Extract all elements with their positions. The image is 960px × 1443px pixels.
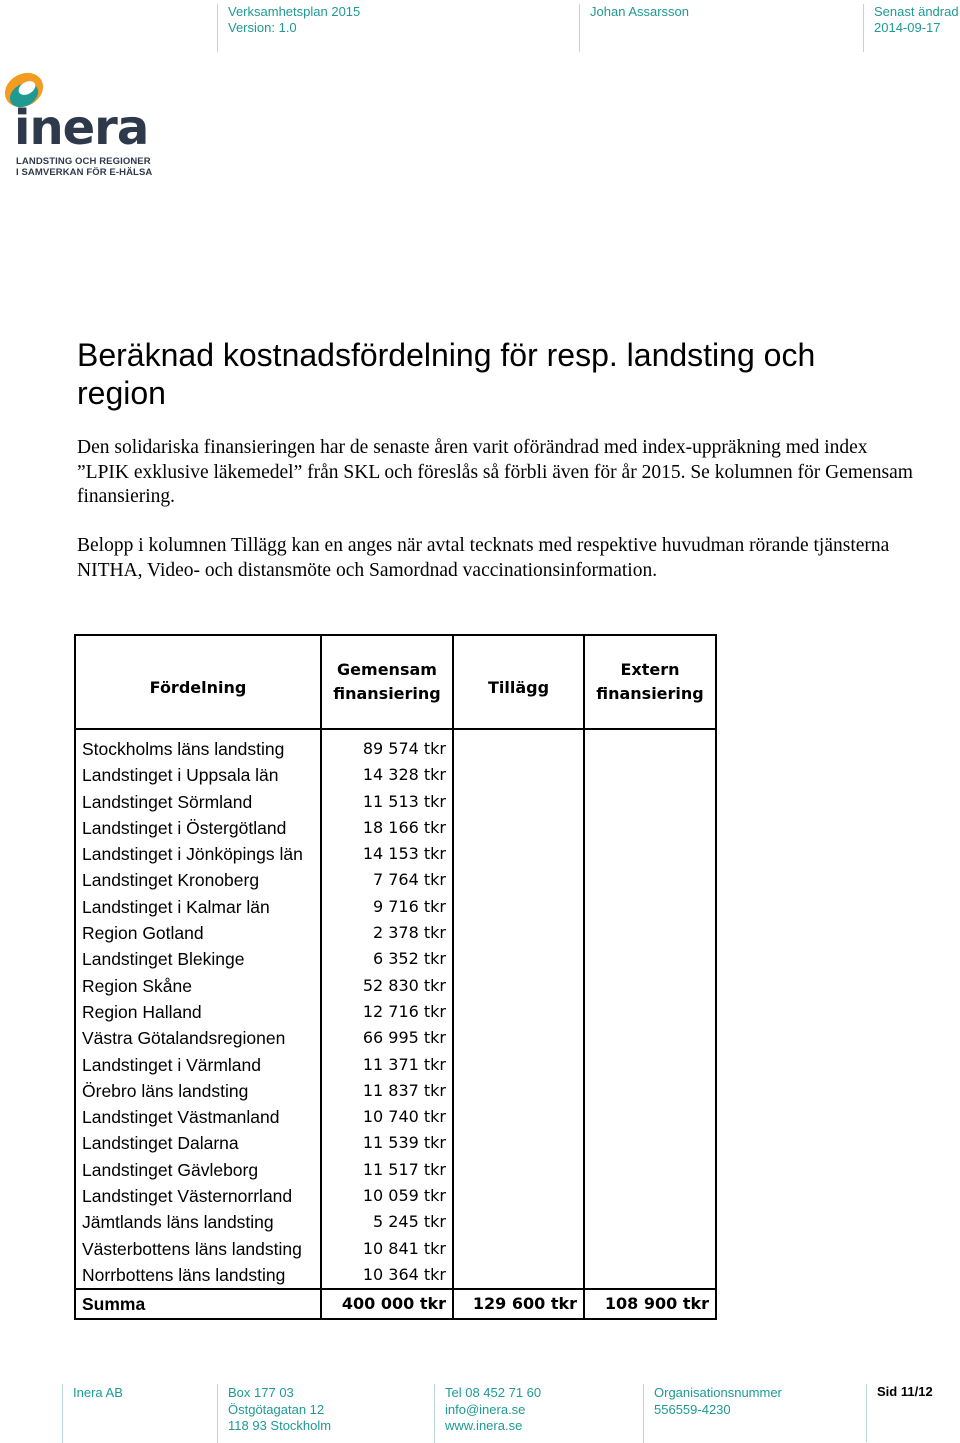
row-extern	[584, 762, 716, 788]
table-row	[75, 973, 716, 999]
row-gemensam: 12 716 tkr	[321, 999, 453, 1025]
row-tillagg	[453, 999, 584, 1025]
table-row	[75, 920, 716, 946]
table-row	[75, 1078, 716, 1104]
header-extern: Extern finansiering	[584, 635, 716, 729]
footer-address	[217, 1384, 428, 1443]
table-row	[75, 867, 716, 893]
row-gemensam: 89 574 tkr	[321, 729, 453, 762]
version-label: Version: 1.0	[228, 20, 297, 35]
table-row	[75, 1183, 716, 1209]
header-author	[579, 4, 850, 52]
sum-gemensam: 400 000 tkr	[321, 1289, 453, 1319]
row-name: Region Skåne	[75, 973, 321, 999]
row-gemensam: 6 352 tkr	[321, 946, 453, 972]
row-name: Region Halland	[75, 999, 321, 1025]
table-row	[75, 1157, 716, 1183]
row-tillagg	[453, 1025, 584, 1051]
row-extern	[584, 894, 716, 920]
address-box: Box 177 03	[228, 1385, 294, 1400]
row-gemensam: 11 517 tkr	[321, 1157, 453, 1183]
row-tillagg	[453, 1157, 584, 1183]
row-extern	[584, 999, 716, 1025]
row-tillagg	[453, 729, 584, 762]
logo-tagline	[16, 156, 152, 178]
row-tillagg	[453, 1262, 584, 1289]
paragraph-tillagg: Belopp i kolumnen Tillägg kan en anges när avtal tecknats med respektive huvudman rörande tjänsterna NITHA, Video- och distansmöte och Samordnad vaccinationsinformation.	[77, 535, 890, 581]
page-number	[866, 1384, 933, 1442]
table-row	[75, 946, 716, 972]
row-extern	[584, 867, 716, 893]
paragraph-financing: Den solidariska finansieringen har de senaste åren varit oförändrad med index-uppräkning med index ”LPIK exklusive läkemedel” från SKL och föreslås så förbli även för år 2015. Se kolumnen för Gemensam finansiering.	[77, 437, 913, 507]
row-gemensam: 7 764 tkr	[321, 867, 453, 893]
row-tillagg	[453, 867, 584, 893]
footer-org	[643, 1384, 854, 1443]
sum-tillagg: 129 600 tkr	[453, 1289, 584, 1319]
row-gemensam: 18 166 tkr	[321, 815, 453, 841]
author-name: Johan Assarsson	[590, 4, 690, 19]
row-gemensam: 10 059 tkr	[321, 1183, 453, 1209]
address-city: 118 93 Stockholm	[228, 1418, 332, 1433]
row-tillagg	[453, 1130, 584, 1156]
row-tillagg	[453, 1052, 584, 1078]
table-row	[75, 1236, 716, 1262]
table-row	[75, 1262, 716, 1289]
row-gemensam: 10 841 tkr	[321, 1236, 453, 1262]
row-tillagg	[453, 1078, 584, 1104]
table-row	[75, 1052, 716, 1078]
table-row	[75, 841, 716, 867]
logo-tagline-2: I SAMVERKAN FÖR E-HÄLSA	[16, 167, 153, 178]
row-gemensam: 10 364 tkr	[321, 1262, 453, 1289]
org-label: Organisationsnummer	[654, 1385, 782, 1400]
row-gemensam: 11 371 tkr	[321, 1052, 453, 1078]
row-gemensam: 10 740 tkr	[321, 1104, 453, 1130]
table-row	[75, 815, 716, 841]
table-row	[75, 1104, 716, 1130]
row-tillagg	[453, 841, 584, 867]
row-extern	[584, 841, 716, 867]
cost-distribution-table	[74, 634, 717, 1320]
header-tillagg: Tillägg	[453, 635, 584, 729]
row-name: Landstinget i Värmland	[75, 1052, 321, 1078]
modified-date: 2014-09-17	[874, 20, 941, 35]
row-name: Stockholms läns landsting	[75, 729, 321, 762]
sum-row	[75, 1289, 716, 1319]
row-tillagg	[453, 815, 584, 841]
row-extern	[584, 946, 716, 972]
table-row	[75, 894, 716, 920]
row-name: Landstinget Västmanland	[75, 1104, 321, 1130]
row-name: Landstinget Dalarna	[75, 1130, 321, 1156]
row-gemensam: 11 539 tkr	[321, 1130, 453, 1156]
table-row	[75, 762, 716, 788]
row-name: Landstinget Gävleborg	[75, 1157, 321, 1183]
row-name: Västra Götalandsregionen	[75, 1025, 321, 1051]
row-extern	[584, 1236, 716, 1262]
row-extern	[584, 789, 716, 815]
row-tillagg	[453, 973, 584, 999]
row-name: Landstinget Blekinge	[75, 946, 321, 972]
row-tillagg	[453, 1183, 584, 1209]
table-header-row	[75, 635, 716, 729]
row-tillagg	[453, 762, 584, 788]
table-row	[75, 1025, 716, 1051]
contact-web[interactable]: www.inera.se	[445, 1418, 523, 1433]
sum-extern: 108 900 tkr	[584, 1289, 716, 1319]
address-street: Östgötagatan 12	[228, 1401, 325, 1417]
header-plan	[217, 4, 568, 52]
sum-label: Summa	[75, 1289, 321, 1319]
row-tillagg	[453, 1209, 584, 1235]
row-extern	[584, 815, 716, 841]
row-gemensam: 11 513 tkr	[321, 789, 453, 815]
row-gemensam: 2 378 tkr	[321, 920, 453, 946]
row-extern	[584, 1262, 716, 1289]
row-tillagg	[453, 946, 584, 972]
row-extern	[584, 1078, 716, 1104]
row-name: Norrbottens läns landsting	[75, 1262, 321, 1289]
header-fordelning: Fördelning	[75, 635, 321, 729]
header-modified	[863, 4, 960, 52]
footer-contact	[434, 1384, 635, 1443]
row-tillagg	[453, 789, 584, 815]
page-number-value: 11/12	[900, 1384, 933, 1399]
logo-tagline-1: LANDSTING OCH REGIONER	[16, 156, 151, 167]
row-name: Jämtlands läns landsting	[75, 1209, 321, 1235]
row-extern	[584, 1157, 716, 1183]
row-tillagg	[453, 894, 584, 920]
logo-wordmark: inera	[14, 100, 149, 156]
row-gemensam: 11 837 tkr	[321, 1078, 453, 1104]
row-name: Landstinget Sörmland	[75, 789, 321, 815]
row-gemensam: 14 153 tkr	[321, 841, 453, 867]
row-name: Landstinget Västernorrland	[75, 1183, 321, 1209]
page-title: Beräknad kostnadsfördelning för resp. landsting och region	[77, 337, 816, 411]
row-tillagg	[453, 1104, 584, 1130]
footer-company	[62, 1384, 213, 1443]
modified-label: Senast ändrad	[874, 4, 959, 19]
org-number: 556559-4230	[654, 1401, 731, 1417]
row-extern	[584, 1052, 716, 1078]
row-gemensam: 9 716 tkr	[321, 894, 453, 920]
page-label: Sid	[877, 1384, 898, 1399]
row-name: Landstinget i Kalmar län	[75, 894, 321, 920]
table-row	[75, 1209, 716, 1235]
row-name: Landstinget i Jönköpings län	[75, 841, 321, 867]
row-name: Örebro läns landsting	[75, 1078, 321, 1104]
row-extern	[584, 973, 716, 999]
row-extern	[584, 1130, 716, 1156]
row-gemensam: 5 245 tkr	[321, 1209, 453, 1235]
row-extern	[584, 729, 716, 762]
plan-title: Verksamhetsplan 2015	[228, 4, 361, 19]
contact-phone: Tel 08 452 71 60	[445, 1385, 542, 1400]
row-tillagg	[453, 920, 584, 946]
row-tillagg	[453, 1236, 584, 1262]
table-row	[75, 789, 716, 815]
contact-email[interactable]: info@inera.se	[445, 1401, 526, 1417]
row-gemensam: 14 328 tkr	[321, 762, 453, 788]
row-extern	[584, 1183, 716, 1209]
row-extern	[584, 920, 716, 946]
table-row	[75, 1130, 716, 1156]
row-extern	[584, 1209, 716, 1235]
row-name: Västerbottens läns landsting	[75, 1236, 321, 1262]
row-gemensam: 52 830 tkr	[321, 973, 453, 999]
header-gemensam: Gemensam finansiering	[321, 635, 453, 729]
row-name: Landstinget i Uppsala län	[75, 762, 321, 788]
company-name: Inera AB	[73, 1385, 123, 1400]
row-name: Region Gotland	[75, 920, 321, 946]
row-extern	[584, 1104, 716, 1130]
row-extern	[584, 1025, 716, 1051]
row-name: Landstinget Kronoberg	[75, 867, 321, 893]
row-gemensam: 66 995 tkr	[321, 1025, 453, 1051]
row-name: Landstinget i Östergötland	[75, 815, 321, 841]
table-row	[75, 999, 716, 1025]
table-row	[75, 729, 716, 762]
